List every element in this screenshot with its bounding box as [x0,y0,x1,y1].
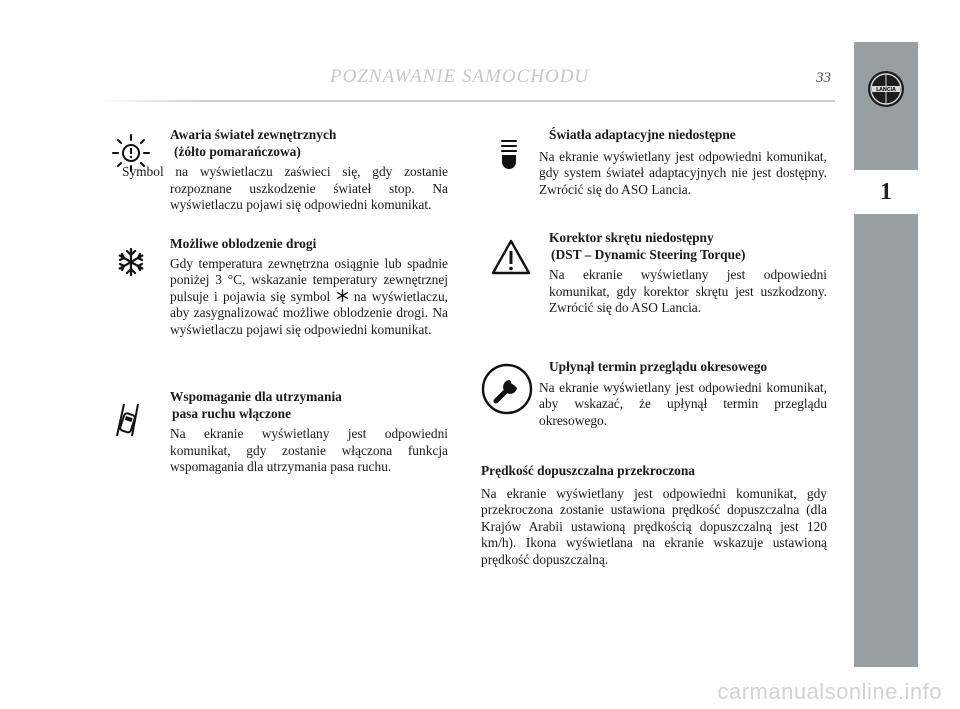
section-adaptive-lights [481,127,827,198]
section-body: Na ekranie wyświetlany jest odpowiedni komunikat, gdy przekroczona zostanie ustawiona prędkość dopuszczalna (dla Krajów Arabii ustawioną prędkością dopuszczalną jest 120 km/h). Ikona wyświetlana na ekranie wskazuje ustawioną prędkość dopuszczalną. [481,485,827,567]
section-body: Gdy temperatura zewnętrzna osiągnie lub spadnie poniżej 3 °C, wskazanie temperatury zewnętrznej pulsuje i pojawia się symbol na wyświetlaczu, aby zasygnalizować możliwe oblodzenie drogi. Na wyświetlaczu pojawi się odpowiedni komunikat. [170,255,448,337]
section-heading: Prędkość dopuszczalna przekroczona [481,463,695,478]
section-road-ice [102,236,448,339]
section-body: Na ekranie wyświetlany jest odpowiedni komunikat, gdy system świateł adaptacyjnych nie jest dostępny. Zwrócić się do ASO Lancia. [539,148,827,197]
snowflake-inline-icon [336,289,349,302]
section-exterior-lights [102,127,448,214]
section-heading-sub: pasa ruchu włączone [172,405,292,421]
section-heading: Korektor skrętu niedostępny [549,230,714,245]
section-lane-assist [102,389,448,476]
section-heading: Wspomaganie dla utrzymania [170,389,342,404]
section-service [481,359,827,429]
chapter-number: 1 [854,170,918,214]
section-speed-limit [481,463,827,569]
section-title: POZNAWANIE SAMOCHODU [330,66,590,87]
chapter-side-tab [854,42,918,667]
header-rule [100,100,835,102]
watermark: carmanualsonline.info [717,679,942,704]
section-body: Na ekranie wyświetlany jest odpowiedni komunikat, aby wskazać, że upłynął termin przeglądu okresowego. [539,379,827,428]
page-number: 33 [816,70,831,86]
svg-text:LANCIA: LANCIA [876,88,896,93]
section-body: Na ekranie wyświetlany jest odpowiedni komunikat, gdy korektor skrętu jest uszkodzony. Zwrócić się do ASO Lancia. [549,267,827,316]
section-heading: Możliwe oblodzenie drogi [170,236,317,251]
section-heading: Awaria świateł zewnętrznych [170,127,337,142]
section-heading-sub: (DST – Dynamic Steering Torque) [551,246,746,262]
section-body: Na ekranie wyświetlany jest odpowiedni komunikat, gdy zostanie włączona funkcja wspomagania dla utrzymania pasa ruchu. [170,426,448,475]
section-heading: Upłynął termin przeglądu okresowego [549,359,768,374]
section-dst [481,230,827,317]
page-header [100,66,835,102]
lancia-logo-icon [867,70,905,108]
section-heading: Światła adaptacyjne niedostępne [549,127,736,142]
section-body: Symbol na wyświetlaczu zaświeci się, gdy zostanie rozpoznane uszkodzenie świateł stop. Na wyświetlaczu pojawi się odpowiedni komunikat. [122,164,448,213]
section-heading-sub: (żółto pomarańczowa) [174,143,301,159]
